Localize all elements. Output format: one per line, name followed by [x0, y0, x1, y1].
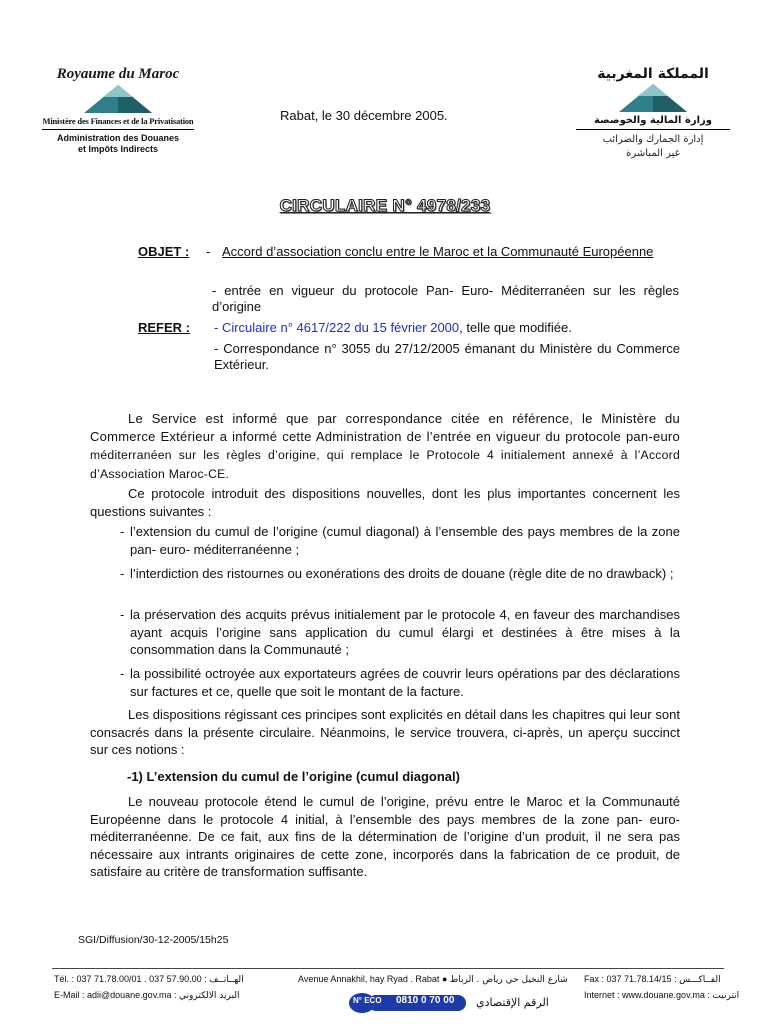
footer-internet	[584, 990, 739, 1001]
kingdom-title-fr: Royaume du Maroc	[56, 66, 180, 82]
admin-line2-ar: غير المباشرة	[626, 148, 680, 159]
letterhead-left	[38, 66, 198, 155]
admin-line2-fr: et Impôts Indirects	[77, 144, 158, 154]
bullet-item-4: - la possibilité octroyée aux exportateurs agrées de couvrir leurs opérations par des déclarations sur factures et ce, quelle que soit le montant de la facture.	[120, 666, 680, 699]
objet-item-2: - entrée en vigueur du protocole Pan- Euro- Méditerranéen sur les règles d’origine	[212, 283, 679, 314]
letterhead-divider	[576, 129, 730, 130]
eco-label-ar: الرقم الإقتصادي	[476, 996, 549, 1009]
bullet-item-3-text: la préservation des acquits prévus initialement par le protocole 4, en faveur des marchandises ayant acquis l’origine sans application du cumul élargi et destinées à être mises à la consommation dans la Communauté ;	[130, 607, 680, 657]
letterhead-divider	[42, 129, 194, 130]
refer-label: REFER :	[138, 320, 190, 335]
paragraph-3: Les dispositions régissant ces principes sont explicités en détail dans les chapitres qui leur sont consacrés dans la présente circulaire. Néanmoins, le service trouvera, ci-après, un aperçu succinct sur ces notions :	[90, 707, 680, 757]
bullet-item-3: - la préservation des acquits prévus initialement par le protocole 4, en faveur des marchandises ayant acquis l’origine sans application du cumul élargi et destinées à être mises à la consommation dans la Communauté ;	[120, 607, 680, 657]
refer-item-1: - Circulaire n° 4617/222 du 15 février 2000, telle que modifiée.	[214, 320, 572, 335]
paragraph-1-part-b: méditerranéen sur les règles d’origine, qui remplace le Protocole 4 initialement annexé à l’Accord d’Association Maroc-CE.	[90, 448, 680, 481]
footer-fax-ar: الفــاكـــس	[679, 975, 721, 985]
footer-address-ar: شارع النخيل حي رياض . الرباط	[449, 975, 568, 985]
footer-phone	[54, 974, 244, 985]
circular-reference-link[interactable]: Circulaire n° 4617/222 du 15 février 2000	[221, 320, 460, 335]
footer-fax	[584, 974, 721, 985]
pyramid-logo-icon	[618, 83, 688, 113]
footer-fax-text: Fax : 037 71.78.14/15 :	[584, 974, 677, 984]
refer-item-2-text: Correspondance n° 3055 du 27/12/2005 émanant du Ministère du Commerce Extérieur.	[214, 341, 680, 372]
footer-internet-ar: انترنيت	[712, 991, 740, 1001]
refer-item-2: - Correspondance n° 3055 du 27/12/2005 émanant du Ministère du Commerce Extérieur.	[214, 341, 680, 372]
kingdom-title-ar: المملكة المغربية	[597, 66, 709, 82]
eco-label: N° ECO	[353, 996, 382, 1005]
refer-label-row	[138, 320, 190, 336]
refer-item-1-suffix: , telle que modifiée.	[459, 320, 572, 335]
footer-divider	[52, 968, 724, 969]
paragraph-1-part-a: Le Service est informé que par correspondance citée en référence, le Ministère du Commerce Extérieur a informé cette Administration de l’entrée en vigueur du protocole pan-euro	[90, 411, 680, 444]
diffusion-reference: SGI/Diffusion/30-12-2005/15h25	[78, 934, 229, 946]
footer-email-text[interactable]: E-Mail : adii@douane.gov.ma :	[54, 990, 177, 1000]
paragraph-4: Le nouveau protocole étend le cumul de l’origine, prévu entre le Maroc et la Communauté Européenne dans le protocole 4 initial, à l’ensemble des pays membres de la zone pan- euro- méditerranéenne. De ce fait, aux fins de la détermination de l’origine d’un produit, il ne sera pas nécessaire aux intrants originaires de cette zone, incorporés dans la fabrication de ce produit, de satisfaire au critère de transformation suffisante.	[90, 794, 680, 879]
footer-address: Avenue Annakhil, hay Ryad . Rabat ● شارع النخيل حي رياض . الرباط	[298, 974, 568, 985]
bullet-item-2: - l’interdiction des ristournes ou exonérations des droits de douane (règle dite de no drawback) ;	[120, 565, 680, 583]
bullet-item-2-text: l’interdiction des ristournes ou exonérations des droits de douane (règle dite de no drawback) ;	[130, 566, 674, 581]
footer-address-text: Avenue Annakhil, hay Ryad . Rabat	[298, 974, 440, 984]
footer-phone-ar: الهــاتــف	[209, 975, 244, 985]
date-line: Rabat, le 30 décembre 2005.	[280, 108, 448, 123]
bullet-item-1-text: l’extension du cumul de l’origine (cumul diagonal) à l’ensemble des pays membres de la zone pan- euro- méditerranéenne ;	[130, 524, 680, 557]
admin-line1-ar: إدارة الجمارك والضرائب	[602, 134, 704, 145]
paragraph-1	[90, 410, 680, 483]
ministry-name-ar: وزارة المالية والخوصصة	[593, 115, 713, 126]
objet-label-row	[138, 244, 189, 260]
objet-item-1: Accord d’association conclu entre le Maroc et la Communauté Européenne	[222, 244, 654, 259]
footer-phone-text: Tél. : 037 71.78.00/01 . 037 57.90.00 :	[54, 974, 207, 984]
footer-internet-text[interactable]: Internet : www.douane.gov.ma :	[584, 990, 710, 1000]
objet-item-2-text: entrée en vigueur du protocole Pan- Euro- Méditerranéen sur les règles d’origine	[212, 283, 679, 314]
paragraph-2: Ce protocole introduit des dispositions nouvelles, dont les plus importantes concernent les questions suivantes :	[90, 486, 680, 519]
circular-title: CIRCULAIRE N° 4978/233	[279, 196, 491, 215]
footer-email-ar: البريد الالكتروني	[179, 991, 240, 1001]
objet-label: OBJET :	[138, 244, 190, 259]
admin-line1-fr: Administration des Douanes	[56, 133, 180, 143]
section-1-heading: -1) L’extension du cumul de l’origine (cumul diagonal)	[127, 769, 460, 784]
ministry-name-fr: Ministère des Finances et de la Privatisation	[42, 116, 194, 126]
footer-email	[54, 990, 239, 1001]
footer	[52, 968, 740, 1020]
bullet-item-1: - l’extension du cumul de l’origine (cumul diagonal) à l’ensemble des pays membres de la zone pan- euro- méditerranéenne ;	[120, 524, 680, 557]
letterhead-right	[568, 66, 738, 161]
objet-dash: -	[206, 244, 211, 259]
eco-number: 0810 0 70 00	[396, 995, 455, 1006]
bullet-item-4-text: la possibilité octroyée aux exportateurs agrées de couvrir leurs opérations par des déclarations sur factures et ce, quelle que soit le montant de la facture.	[130, 666, 680, 699]
pyramid-logo-icon	[83, 84, 153, 114]
